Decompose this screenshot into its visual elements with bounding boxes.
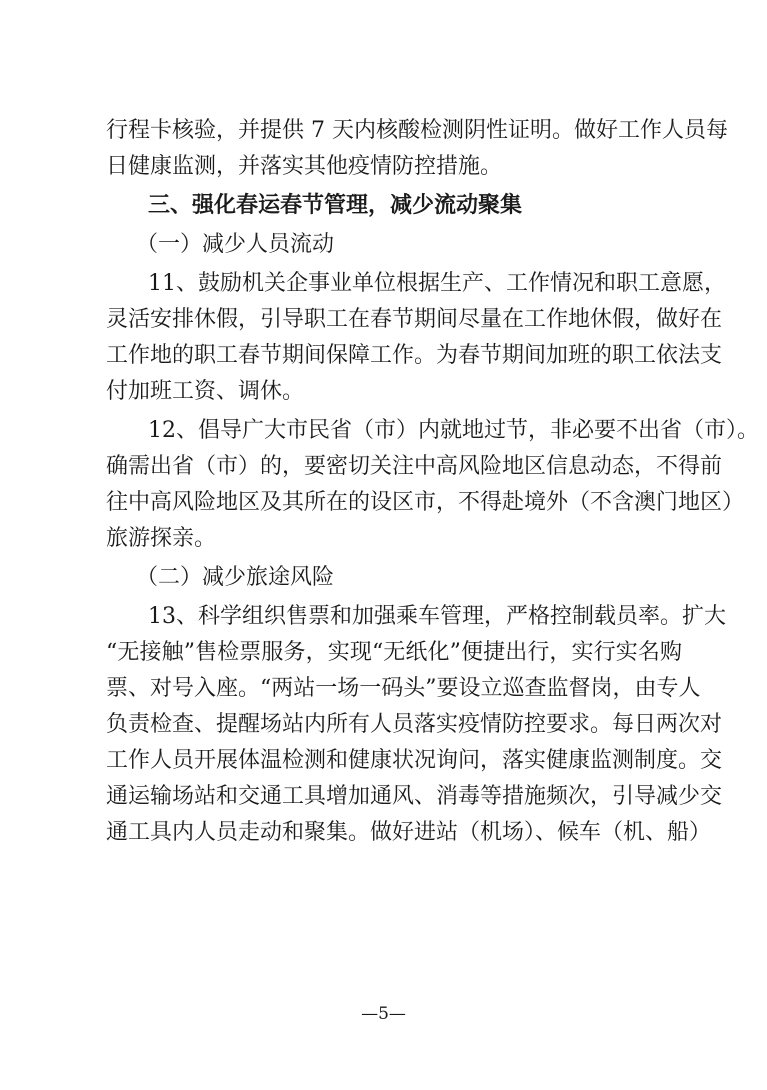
page-number: —5— <box>361 1004 406 1024</box>
paragraph-line: 负责检查、提醒场站内所有人员落实疫情防控要求。每日两次对 <box>106 712 723 737</box>
paragraph-line: 灵活安排休假，引导职工在春节期间尽量在工作地休假，做好在 <box>106 307 723 332</box>
paragraph-line: 票、对号入座。“两站一场一码头”要设立巡查监督岗，由专人 <box>106 676 701 701</box>
paragraph-line: 通运输场站和交通工具增加通风、消毒等措施频次，引导减少交 <box>106 784 723 809</box>
paragraph-line: 12、倡导广大市民省（市）内就地过节，非必要不出省（市）。 <box>148 418 759 443</box>
paragraph-line: 工作地的职工春节期间保障工作。为春节期间加班的职工依法支 <box>106 343 723 368</box>
paragraph-line: 通工具内人员走动和聚集。做好进站（机场）、候车（机、船） <box>106 820 712 845</box>
paragraph-line: 13、科学组织售票和加强乘车管理，严格控制载员率。扩大 <box>148 604 726 629</box>
paragraph-line: 付加班工资、调休。 <box>106 379 305 404</box>
paragraph-line: 往中高风险地区及其所在的设区市，不得赴境外（不含澳门地区） <box>106 490 745 515</box>
paragraph-line: 行程卡核验，并提供 7 天内核酸检测阴性证明。做好工作人员每 <box>106 118 728 143</box>
paragraph-line: 旅游探亲。 <box>106 526 217 551</box>
subsection-heading: （一）减少人员流动 <box>136 232 335 257</box>
subsection-heading: （二）减少旅途风险 <box>136 565 335 590</box>
body-text <box>106 113 759 851</box>
section-heading: 三、强化春运春节管理，减少流动聚集 <box>148 193 523 218</box>
paragraph-line: 11、鼓励机关企事业单位根据生产、工作情况和职工意愿， <box>148 271 726 296</box>
paragraph-line: 日健康监测，并落实其他疫情防控措施。 <box>106 154 503 179</box>
paragraph-line: “无接触”售检票服务，实现“无纸化”便捷出行，实行实名购 <box>106 640 682 665</box>
paragraph-line: 确需出省（市）的，要密切关注中高风险地区信息动态，不得前 <box>106 454 723 479</box>
paragraph-line: 工作人员开展体温检测和健康状况询问，落实健康监测制度。交 <box>106 748 723 773</box>
